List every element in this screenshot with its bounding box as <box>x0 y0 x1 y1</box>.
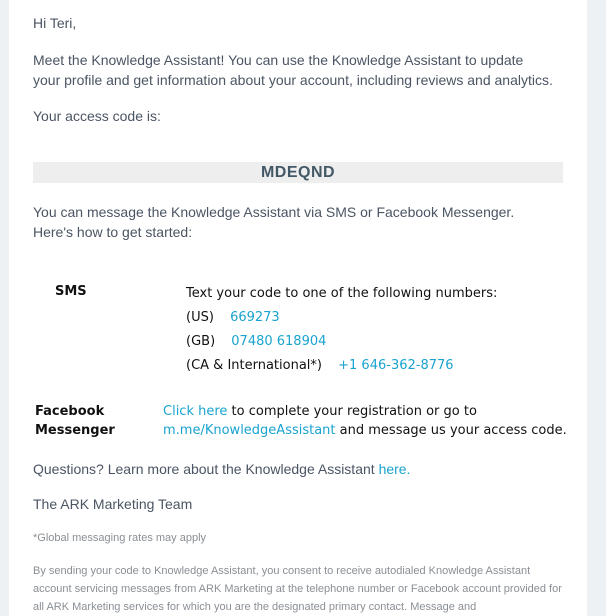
email-body <box>9 0 587 616</box>
signoff: The ARK Marketing Team <box>33 496 193 512</box>
messenger-link[interactable]: m.me/KnowledgeAssistant <box>163 423 336 438</box>
intro-paragraph: Meet the Knowledge Assistant! You can use the Knowledge Assistant to update your profile and get information about your account, including reviews and analytics. <box>33 52 553 88</box>
facebook-label-line2: Messenger <box>35 423 115 438</box>
consent-disclaimer: By sending your code to Knowledge Assistant, you consent to receive autodialed Knowledge Assistant account servicing messages from ARK Marketing at the telephone number or Facebook account provided for all ARK Marketing services for which you are the designated primary contact. Message and <box>33 565 562 613</box>
questions-paragraph <box>33 459 410 479</box>
learn-more-link[interactable]: here. <box>378 461 411 477</box>
sms-instructions: Text your code to one of the following numbers: <box>186 286 498 301</box>
facebook-label-line1: Facebook <box>35 404 105 419</box>
region-label: (CA & International*) <box>186 358 322 373</box>
click-here-link[interactable]: Click here <box>163 404 228 419</box>
facebook-text-2: and message us your access code. <box>335 423 567 438</box>
facebook-instructions <box>163 402 573 440</box>
region-label: (GB) <box>186 334 216 349</box>
facebook-text-1: to complete your registration or go to <box>227 404 477 419</box>
greeting: Hi Teri, <box>33 15 77 31</box>
access-code: MDEQND <box>33 162 563 183</box>
howto-paragraph: You can message the Knowledge Assistant via SMS or Facebook Messenger. Here's how to get started: <box>33 204 515 240</box>
access-code-label: Your access code is: <box>33 108 161 124</box>
sms-number-row-gb <box>186 334 326 349</box>
global-rates-note: *Global messaging rates may apply <box>33 532 207 544</box>
phone-link-us[interactable]: 669273 <box>230 310 280 325</box>
sms-number-row-us <box>186 310 280 325</box>
facebook-messenger-label <box>35 402 115 440</box>
sms-number-row-international <box>186 358 454 373</box>
sms-label: SMS <box>55 284 87 299</box>
questions-text: Questions? Learn more about the Knowledge Assistant <box>33 461 379 477</box>
region-label: (US) <box>186 310 214 325</box>
phone-link-international[interactable]: +1 646-362-8776 <box>338 358 454 373</box>
phone-link-gb[interactable]: 07480 618904 <box>231 334 327 349</box>
